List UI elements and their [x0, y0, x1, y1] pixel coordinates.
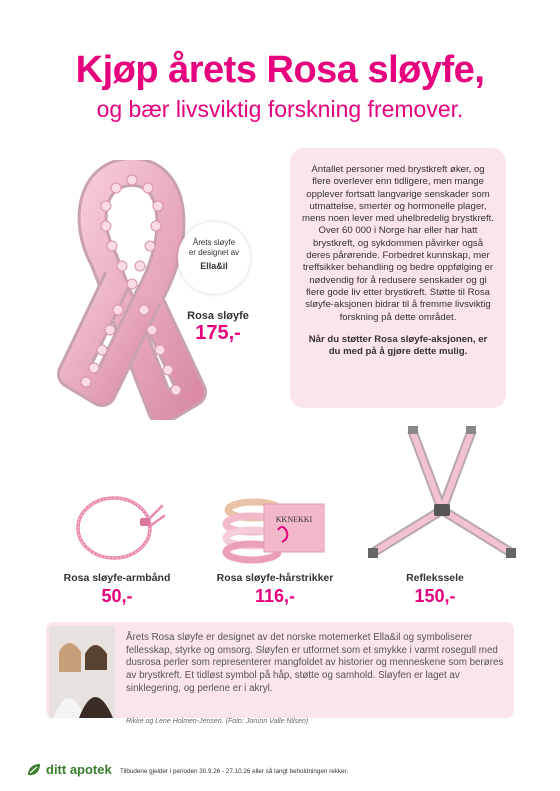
ribbon-product-price: 175,- — [195, 322, 241, 344]
designer-brand: Ella&il — [200, 261, 228, 271]
designer-prefix-line-2: er designet av — [188, 248, 240, 257]
product-price: 116,- — [254, 586, 296, 606]
designer-story-box — [46, 622, 514, 725]
designer-badge — [178, 222, 250, 294]
product-bracelet — [52, 572, 182, 607]
info-closing: Når du støtter Rosa sløyfe-aksjonen, er du med på å gjøre dette mulig. — [308, 333, 488, 358]
designer-story-text: Årets Rosa sløyfe er designet av det norske motemerket Ella&il og symboliserer fellesskap, styrke og omsorg. Sløyfen er utformet som et smykke i varmt rosegull med dusrosa perler som representerer mangfoldet av historier og menneskene som berøres av brystkreft. Et tidløst symbol på håp, støtte og samhold. Sløyfen er laget av sinklegering, og perlene er i akryl. — [126, 632, 504, 694]
info-box — [290, 148, 506, 408]
offer-validity-note: Tilbudene gjelder i perioden 30.9.26 - 27.10.26 eller så langt beholdningen rekker. — [120, 768, 349, 775]
bracelet-image — [66, 486, 166, 572]
product-name: Rosa sløyfe-hårstrikker — [216, 572, 334, 584]
pink-ribbon-pin-image — [52, 160, 212, 420]
designer-prefix-line-1: Årets sløyfe — [192, 238, 236, 247]
page-subtitle: og bær livsviktig forskning fremover. — [96, 96, 464, 122]
headline — [0, 48, 560, 124]
product-reflective-harness — [370, 572, 500, 607]
product-hair-ties — [210, 572, 340, 607]
product-price: 50,- — [101, 586, 133, 606]
brand-name: ditt apotek — [46, 762, 112, 777]
page-title: Kjøp årets Rosa sløyfe, — [75, 49, 485, 91]
designers-photo — [49, 626, 115, 718]
reflective-harness-image — [364, 424, 520, 566]
pharmacy-leaf-icon — [26, 763, 42, 777]
photo-caption: Rikke og Lene Holmen-Jensen. (Foto: Jorunn Valle Nilsen) — [126, 718, 309, 725]
hair-ties-image — [220, 494, 330, 570]
info-paragraph: Antallet personer med brystkreft øker, og flere overlever enn tidligere, men mange opplever fortsatt langvarige senskader som utmattelse, smerter og hormonelle plager, mens noen lever med uhelbredelig brystkreft. Over 60 000 i Norge har eller har hatt brystkreft, og sykdommen påvirker også deres pårørende. Forbedret kunnskap, mer treffsikker behandling og bedre oppfølging er nødvendig for å redusere senskader og gi flere gode liv etter brystkreft. Støtte til Rosa sløyfe-aksjonen bidrar til å fremme livsviktig forskning på dette området. — [302, 164, 494, 323]
product-price: 150,- — [414, 586, 456, 606]
product-name: Rosa sløyfe-armbånd — [63, 572, 171, 584]
product-name: Reflekssele — [406, 572, 464, 584]
hair-tie-box-label: KKNEKKI — [275, 515, 313, 524]
ditt-apotek-logo — [26, 762, 112, 777]
ribbon-product-name: Rosa sløyfe — [187, 310, 249, 322]
